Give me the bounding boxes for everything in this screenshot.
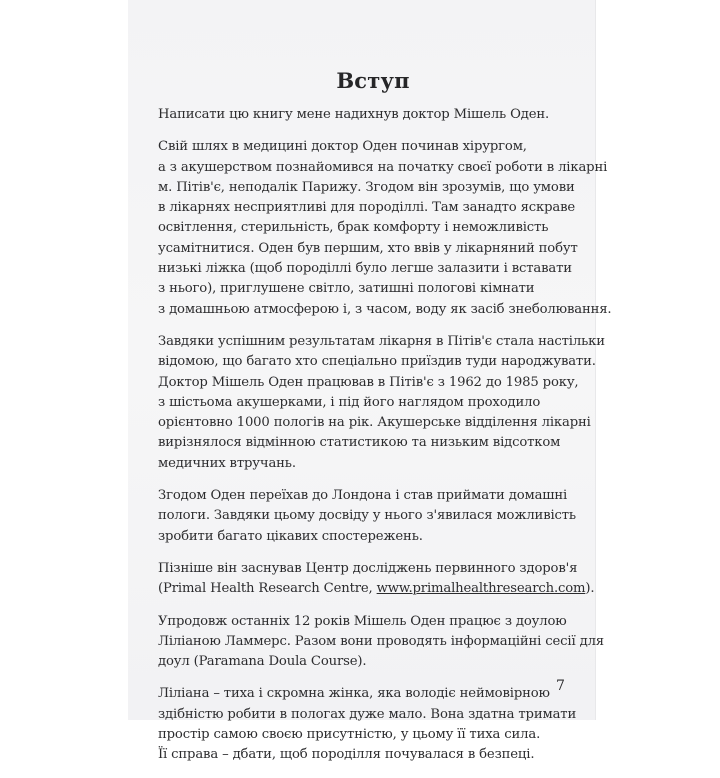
text-line: освітлення, стерильність, брак комфорту і неможливість [158, 220, 549, 236]
text-line: медичних втручань. [158, 455, 296, 471]
text-line: здібністю робити в пологах дуже мало. Вона здатна тримати [158, 706, 577, 722]
text-line: відомою, що багато хто спеціально приїздив туди народжувати. [158, 354, 596, 370]
text-line: усамітнитися. Оден був першим, хто ввів у лікарняний побут [158, 240, 578, 256]
text-line: Написати цю книгу мене надихнув доктор Мішель Оден. [158, 107, 550, 122]
paragraph-3 [158, 332, 605, 474]
text-fragment: ). [585, 581, 595, 597]
paragraph-6 [158, 612, 604, 673]
text-line: Пізніше він заснував Центр досліджень первинного здоров'я [158, 560, 578, 576]
text-line: а з акушерством познайомився на початку своєї роботи в лікарні [158, 159, 608, 175]
chapter-title: Вступ [336, 68, 410, 93]
text-line: орієнтовно 1000 пологів на рік. Акушерське відділення лікарні [158, 415, 591, 431]
text-fragment: (Primal Health Research Centre, [158, 581, 377, 597]
text-line: доул (Paramana Doula Course). [158, 654, 367, 670]
text-line: Ліліана – тиха і скромна жінка, яка володіє неймовірною [158, 686, 550, 702]
website-link[interactable]: www.primalhealthresearch.com [376, 581, 586, 597]
page-number: 7 [556, 678, 565, 694]
text-line: Завдяки успішним результатам лікарня в Пітів'є стала настільки [158, 333, 605, 349]
page-content [158, 68, 612, 778]
paragraph-7 [158, 684, 588, 765]
paragraph-5 [158, 559, 595, 600]
paragraph-4 [158, 486, 588, 547]
text-line: Ліліаною Ламмерс. Разом вони проводять інформаційні сесії для [158, 633, 604, 649]
text-line: Згодом Оден переїхав до Лондона і став приймати домашні [158, 488, 568, 504]
text-line: з шістьома акушерками, і під його наглядом проходило [158, 394, 541, 410]
text-line: Її справа – дбати, щоб породілля почувалася в безпеці. [158, 747, 535, 763]
text-line: м. Пітів'є, неподалік Парижу. Згодом він зрозумів, що умови [158, 179, 575, 195]
text-line: вирізнялося відмінною статистикою та низьким відсотком [158, 435, 561, 451]
text-line: Упродовж останніх 12 років Мішель Оден працює з доулою [158, 613, 567, 629]
paragraph-1 [158, 105, 588, 125]
book-page [128, 0, 612, 763]
text-line: зробити багато цікавих спостережень. [158, 528, 423, 544]
text-line: простір самою своєю присутністю, у цьому її тиха сила. [158, 727, 541, 743]
text-line [158, 579, 595, 599]
text-line: пологи. Завдяки цьому досвіду у нього з'явилася можливість [158, 508, 576, 524]
paragraph-2 [158, 137, 612, 320]
text-line: в лікарнях несприятливі для породіллі. Там занадто яскраве [158, 200, 576, 216]
text-line: низькі ліжка (щоб породіллі було легше залазити і вставати [158, 261, 572, 277]
text-line: з нього), приглушене світло, затишні пологові кімнати [158, 281, 535, 297]
text-line: з домашньою атмосферою і, з часом, воду як засіб знеболювання. [158, 301, 612, 317]
text-line: Доктор Мішель Оден працював в Пітів'є з 1962 до 1985 року, [158, 374, 579, 390]
text-line: Свій шлях в медицині доктор Оден починав хірургом, [158, 139, 527, 155]
